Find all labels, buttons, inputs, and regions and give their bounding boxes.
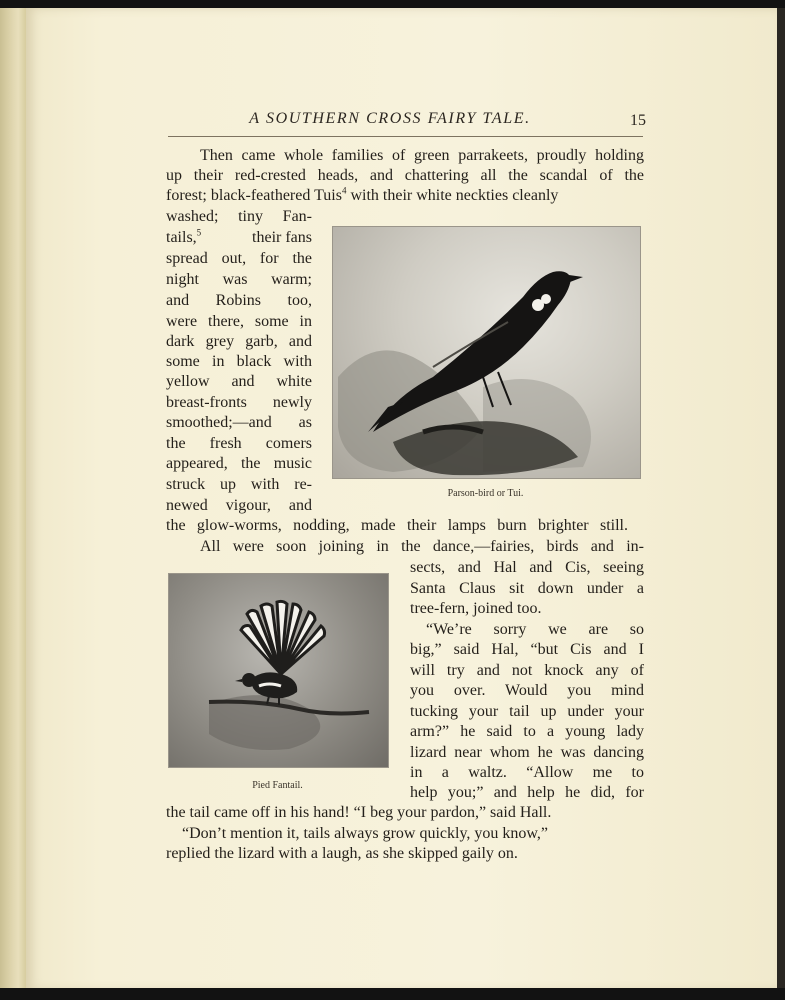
text-line: spread out, for the [166,250,312,267]
text-line: replied the lizard with a laugh, as she skipped gaily on. [166,845,518,862]
text-line: dark grey garb, and [166,333,312,350]
text-line: Then came whole families of green parrakeets, proudly holding [200,147,644,164]
text-line: the glow-worms, nodding, made their lamps burn brighter still. [166,517,628,534]
text-line: “Don’t mention it, tails always grow quickly, you know,” [182,825,549,842]
tui-illustration [332,226,641,479]
text-line [166,186,644,206]
text-line: “We’re sorry we are so [426,621,644,638]
text-line: the tail came off in his hand! “I beg your pardon,” said Hall. [166,804,552,821]
scan-frame-right [777,8,785,990]
text-line: you over. Would you mind [410,682,644,699]
text-line: arm?” he said to a young lady [410,723,644,740]
fantail-caption: Pied Fantail. [252,780,303,791]
text-line: yellow and white [166,373,312,390]
text-line: in a waltz. “Allow me to [410,764,644,781]
text-line: the fresh comers [166,435,312,452]
text-line: breast-fronts newly [166,394,312,411]
text-line: newed vigour, and [166,497,312,514]
text-segment: their fans [252,229,312,246]
text-line: lizard near whom he was dancing [410,744,644,761]
text-line: up their red-crested heads, and chattering all the scandal of the [166,167,644,184]
text-line: smoothed;—and as [166,414,312,431]
text-segment: with their white neckties cleanly [350,187,559,204]
text-line: help you;” and help he did, for [410,784,644,801]
text-line: tucking your tail up under your [410,703,644,720]
text-line: some in black with [166,353,312,370]
tui-caption: Parson-bird or Tui. [447,488,524,499]
footnote-mark: 4 [341,185,347,196]
book-gutter [0,8,27,990]
text-line: tree-fern, joined too. [410,600,542,617]
text-line: washed; tiny Fan- [166,208,312,225]
text-line: appeared, the music [166,455,312,472]
footnote-mark: 5 [196,227,202,238]
text-line: Santa Claus sit down under a [410,580,644,597]
text-line: All were soon joining in the dance,—fairies, birds and in- [200,538,644,555]
fantail-illustration [168,573,389,768]
page-number: 15 [630,112,646,129]
tui-bird-drawing [333,227,640,478]
text-line: struck up with re- [166,476,312,493]
scan-frame-bottom [0,988,785,1000]
text-segment: forest; black-feathered Tuis [166,187,342,204]
text-line: sects, and Hal and Cis, seeing [410,559,644,576]
text-line: big,” said Hal, “but Cis and I [410,641,644,658]
header-rule [168,136,643,137]
text-segment: tails,$^5$ [166,227,202,246]
text-line: were there, some in [166,313,312,330]
text-line: night was warm; [166,271,312,288]
text-line: and Robins too, [166,292,312,309]
text-line [166,228,312,248]
fantail-bird-drawing [169,574,388,767]
text-line: will try and not knock any of [410,662,644,679]
running-head: A SOUTHERN CROSS FAIRY TALE. [249,110,531,127]
